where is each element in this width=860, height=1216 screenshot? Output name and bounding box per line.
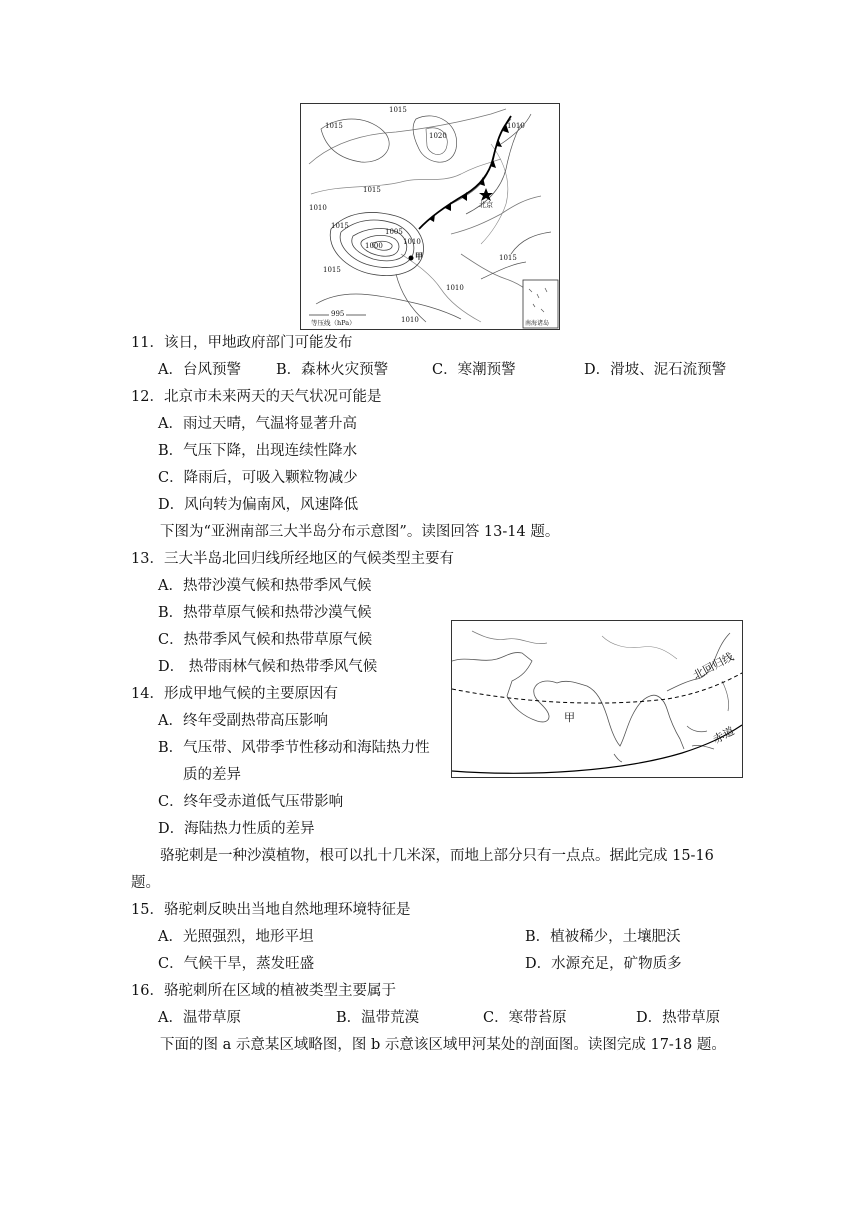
option-c[interactable]: C．降雨后，可吸入颗粒物减少: [158, 470, 358, 486]
option-b[interactable]: B．温带荒漠: [336, 1010, 420, 1026]
option-d[interactable]: D．水源充足，矿物质多: [525, 956, 682, 972]
place-beijing-label: 北京: [479, 201, 493, 209]
q14-stem: 14．形成甲地气候的主要原因有: [131, 686, 338, 702]
option-d[interactable]: D．海陆热力性质的差异: [158, 821, 315, 837]
asia-peninsulas-map: [451, 620, 743, 778]
q11-stem: 11．该日，甲地政府部门可能发布: [131, 335, 353, 351]
isobar-label: 1010: [401, 316, 419, 324]
q15-stem: 15．骆驼刺反映出当地自然地理环境特征是: [131, 902, 411, 918]
option-a[interactable]: A．温带草原: [158, 1010, 241, 1026]
option-d[interactable]: D．滑坡、泥石流预警: [584, 362, 727, 378]
option-d[interactable]: D．热带草原: [636, 1010, 721, 1026]
isobar-label: 1015: [331, 222, 349, 230]
option-a[interactable]: A．热带沙漠气候和热带季风气候: [158, 578, 372, 594]
option-c[interactable]: C．热带季风气候和热带草原气候: [158, 632, 373, 648]
option-b-continued: 质的差异: [183, 767, 241, 783]
isobar-label: 1015: [389, 106, 407, 114]
option-a[interactable]: A．终年受副热带高压影响: [158, 713, 328, 729]
tropic-label: 北回归线: [690, 650, 736, 683]
isobar-label: 1015: [499, 254, 517, 262]
q16-stem: 16．骆驼刺所在区域的植被类型主要属于: [131, 983, 396, 999]
intro-13-14: 下图为“亚洲南部三大半岛分布示意图”。读图回答 13-14 题。: [160, 524, 560, 540]
option-c[interactable]: C．气候干旱，蒸发旺盛: [158, 956, 315, 972]
option-d[interactable]: D．风向转为偏南风，风速降低: [158, 497, 359, 513]
isobar-label: 1000: [365, 242, 383, 250]
intro-15-16-continued: 题。: [131, 875, 160, 891]
option-a[interactable]: A．雨过天晴，气温将显著升高: [158, 416, 357, 432]
place-jia-label: 甲: [415, 251, 423, 261]
isobar-label: 1010: [446, 284, 464, 292]
legend-caption: 等压线（hPa）: [311, 319, 356, 327]
asia-map-drawing: [452, 621, 742, 777]
inset-label: 南海诸岛: [525, 320, 550, 327]
option-b[interactable]: B．森林火灾预警: [276, 362, 389, 378]
option-b[interactable]: B．气压下降，出现连续性降水: [158, 443, 358, 459]
q13-stem: 13．三大半岛北回归线所经地区的气候类型主要有: [131, 551, 454, 567]
isobar-label: 1015: [325, 122, 343, 130]
isobar-label: 1015: [363, 186, 381, 194]
option-a[interactable]: A．台风预警: [158, 362, 241, 378]
weather-map: [300, 103, 560, 330]
option-a[interactable]: A．光照强烈，地形平坦: [158, 929, 314, 945]
isobar-label: 1010: [507, 122, 525, 130]
intro-15-16: 骆驼刺是一种沙漠植物，根可以扎十几米深，而地上部分只有一点点。据此完成 15-16: [160, 848, 714, 864]
isobar-label: 1010: [309, 204, 327, 212]
q12-stem: 12．北京市未来两天的天气状况可能是: [131, 389, 382, 405]
option-b[interactable]: B．气压带、风带季节性移动和海陆热力性: [158, 740, 430, 756]
place-jia-label: 甲: [564, 711, 575, 724]
option-c[interactable]: C．终年受赤道低气压带影响: [158, 794, 344, 810]
option-b[interactable]: B．植被稀少，土壤肥沃: [525, 929, 681, 945]
option-c[interactable]: C．寒潮预警: [432, 362, 516, 378]
option-c[interactable]: C．寒带苔原: [483, 1010, 567, 1026]
legend-value: 995: [331, 310, 345, 318]
isobar-label: 1020: [429, 132, 447, 140]
option-d[interactable]: D． 热带雨林气候和热带季风气候: [158, 659, 378, 675]
intro-17-18: 下面的图 a 示意某区域略图，图 b 示意该区域甲河某处的剖面图。读图完成 17-18 题。: [160, 1037, 726, 1053]
equator-label: 赤道: [710, 724, 737, 747]
isobar-label: 1010: [403, 238, 421, 246]
isobar-label: 1005: [385, 228, 403, 236]
isobar-label: 1015: [323, 266, 341, 274]
option-b[interactable]: B．热带草原气候和热带沙漠气候: [158, 605, 372, 621]
